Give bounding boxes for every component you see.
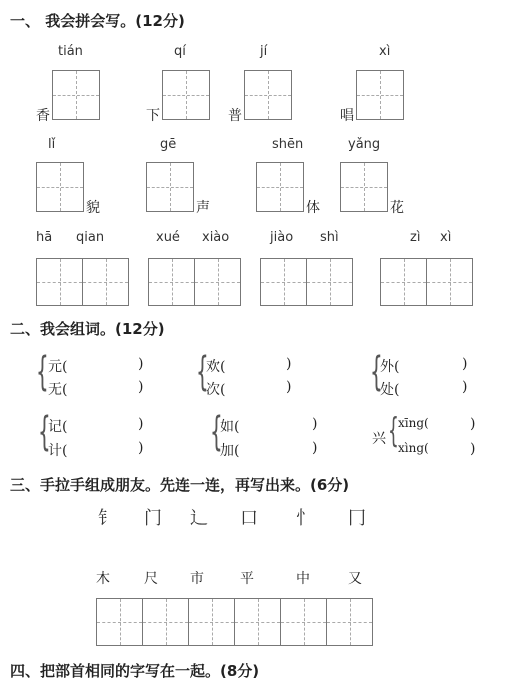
writing-box[interactable] xyxy=(256,162,304,212)
hint-char: 体 xyxy=(306,200,320,216)
hint-char: 声 xyxy=(196,200,210,216)
paren-close: ) xyxy=(462,379,468,395)
character[interactable]: 尺 xyxy=(144,571,158,587)
paren-close: ) xyxy=(138,379,144,395)
hint-char: 下 xyxy=(146,108,160,124)
writing-box[interactable] xyxy=(280,598,327,646)
hint-char: 貌 xyxy=(86,200,100,216)
writing-box[interactable] xyxy=(142,598,189,646)
paren-close: ) xyxy=(470,416,476,432)
pinyin-prompt: xìng( xyxy=(398,441,429,455)
pinyin: xué xyxy=(156,230,180,245)
pinyin: qian xyxy=(76,230,105,245)
pinyin: shì xyxy=(320,230,339,245)
character[interactable]: 市 xyxy=(190,571,204,587)
pinyin: xì xyxy=(379,44,391,59)
hint-char: 普 xyxy=(228,108,242,124)
paren-close: ) xyxy=(312,416,318,432)
word-prompt: 外( xyxy=(380,359,400,375)
pinyin: tián xyxy=(58,44,83,59)
writing-box[interactable] xyxy=(244,70,292,120)
writing-box[interactable] xyxy=(234,598,281,646)
writing-box[interactable] xyxy=(52,70,100,120)
pinyin: lǐ xyxy=(48,137,56,152)
writing-box[interactable] xyxy=(36,258,83,306)
writing-box[interactable] xyxy=(188,598,235,646)
pinyin: hā xyxy=(36,230,53,245)
radical[interactable]: 钅 xyxy=(98,508,116,529)
pinyin: jiào xyxy=(270,230,294,245)
paren-close: ) xyxy=(312,440,318,456)
word-prompt: 元( xyxy=(48,359,68,375)
brace: { xyxy=(36,349,49,395)
hint-char: 香 xyxy=(36,108,50,124)
paren-close: ) xyxy=(286,379,292,395)
paren-close: ) xyxy=(138,356,144,372)
writing-box[interactable] xyxy=(326,598,373,646)
writing-box[interactable] xyxy=(356,70,404,120)
paren-close: ) xyxy=(286,356,292,372)
paren-close: ) xyxy=(138,440,144,456)
radical[interactable]: 冂 xyxy=(348,508,366,529)
writing-box[interactable] xyxy=(162,70,210,120)
character[interactable]: 平 xyxy=(240,571,254,587)
pinyin: xiào xyxy=(202,230,230,245)
hint-char: 唱 xyxy=(340,108,354,124)
writing-box[interactable] xyxy=(306,258,353,306)
word-prompt: 次( xyxy=(206,382,226,398)
writing-box[interactable] xyxy=(380,258,427,306)
xing-char: 兴 xyxy=(372,431,386,447)
brace: { xyxy=(388,411,399,451)
paren-close: ) xyxy=(462,356,468,372)
pinyin: gē xyxy=(160,137,177,152)
brace: { xyxy=(370,349,383,395)
brace: { xyxy=(196,349,209,395)
brace: { xyxy=(38,409,51,455)
radical[interactable]: 门 xyxy=(144,508,162,529)
writing-box[interactable] xyxy=(146,162,194,212)
writing-box[interactable] xyxy=(96,598,143,646)
radical[interactable]: 口 xyxy=(240,508,258,529)
pinyin: zì xyxy=(410,230,421,245)
word-prompt: 计( xyxy=(48,443,68,459)
hint-char: 花 xyxy=(390,200,404,216)
section-4-heading: 四、把部首相同的字写在一起。(8分) xyxy=(10,662,260,680)
word-prompt: 无( xyxy=(48,382,68,398)
word-prompt: 加( xyxy=(220,443,240,459)
pinyin: yǎng xyxy=(348,137,381,152)
writing-box[interactable] xyxy=(82,258,129,306)
writing-box[interactable] xyxy=(194,258,241,306)
word-prompt: 欢( xyxy=(206,359,226,375)
writing-box[interactable] xyxy=(340,162,388,212)
writing-box[interactable] xyxy=(148,258,195,306)
writing-box[interactable] xyxy=(36,162,84,212)
word-prompt: 记( xyxy=(48,419,68,435)
radical[interactable]: 辶 xyxy=(190,508,208,529)
pinyin: shēn xyxy=(272,137,304,152)
character[interactable]: 木 xyxy=(96,571,110,587)
word-prompt: 处( xyxy=(380,382,400,398)
pinyin-prompt: xīng( xyxy=(398,416,429,430)
paren-close: ) xyxy=(470,441,476,457)
pinyin: qí xyxy=(174,44,186,59)
section-3-heading: 三、手拉手组成朋友。先连一连，再写出来。(6分) xyxy=(10,476,350,494)
word-prompt: 如( xyxy=(220,419,240,435)
character[interactable]: 又 xyxy=(348,571,362,587)
pinyin: jí xyxy=(260,44,268,59)
section-2-heading: 二、我会组词。(12分) xyxy=(10,320,165,338)
character[interactable]: 中 xyxy=(296,571,310,587)
pinyin: xì xyxy=(440,230,452,245)
paren-close: ) xyxy=(138,416,144,432)
section-1-heading: 一、 我会拼会写。(12分) xyxy=(10,12,185,30)
writing-box[interactable] xyxy=(260,258,307,306)
radical[interactable]: 忄 xyxy=(296,508,314,529)
brace: { xyxy=(210,409,223,455)
writing-box[interactable] xyxy=(426,258,473,306)
